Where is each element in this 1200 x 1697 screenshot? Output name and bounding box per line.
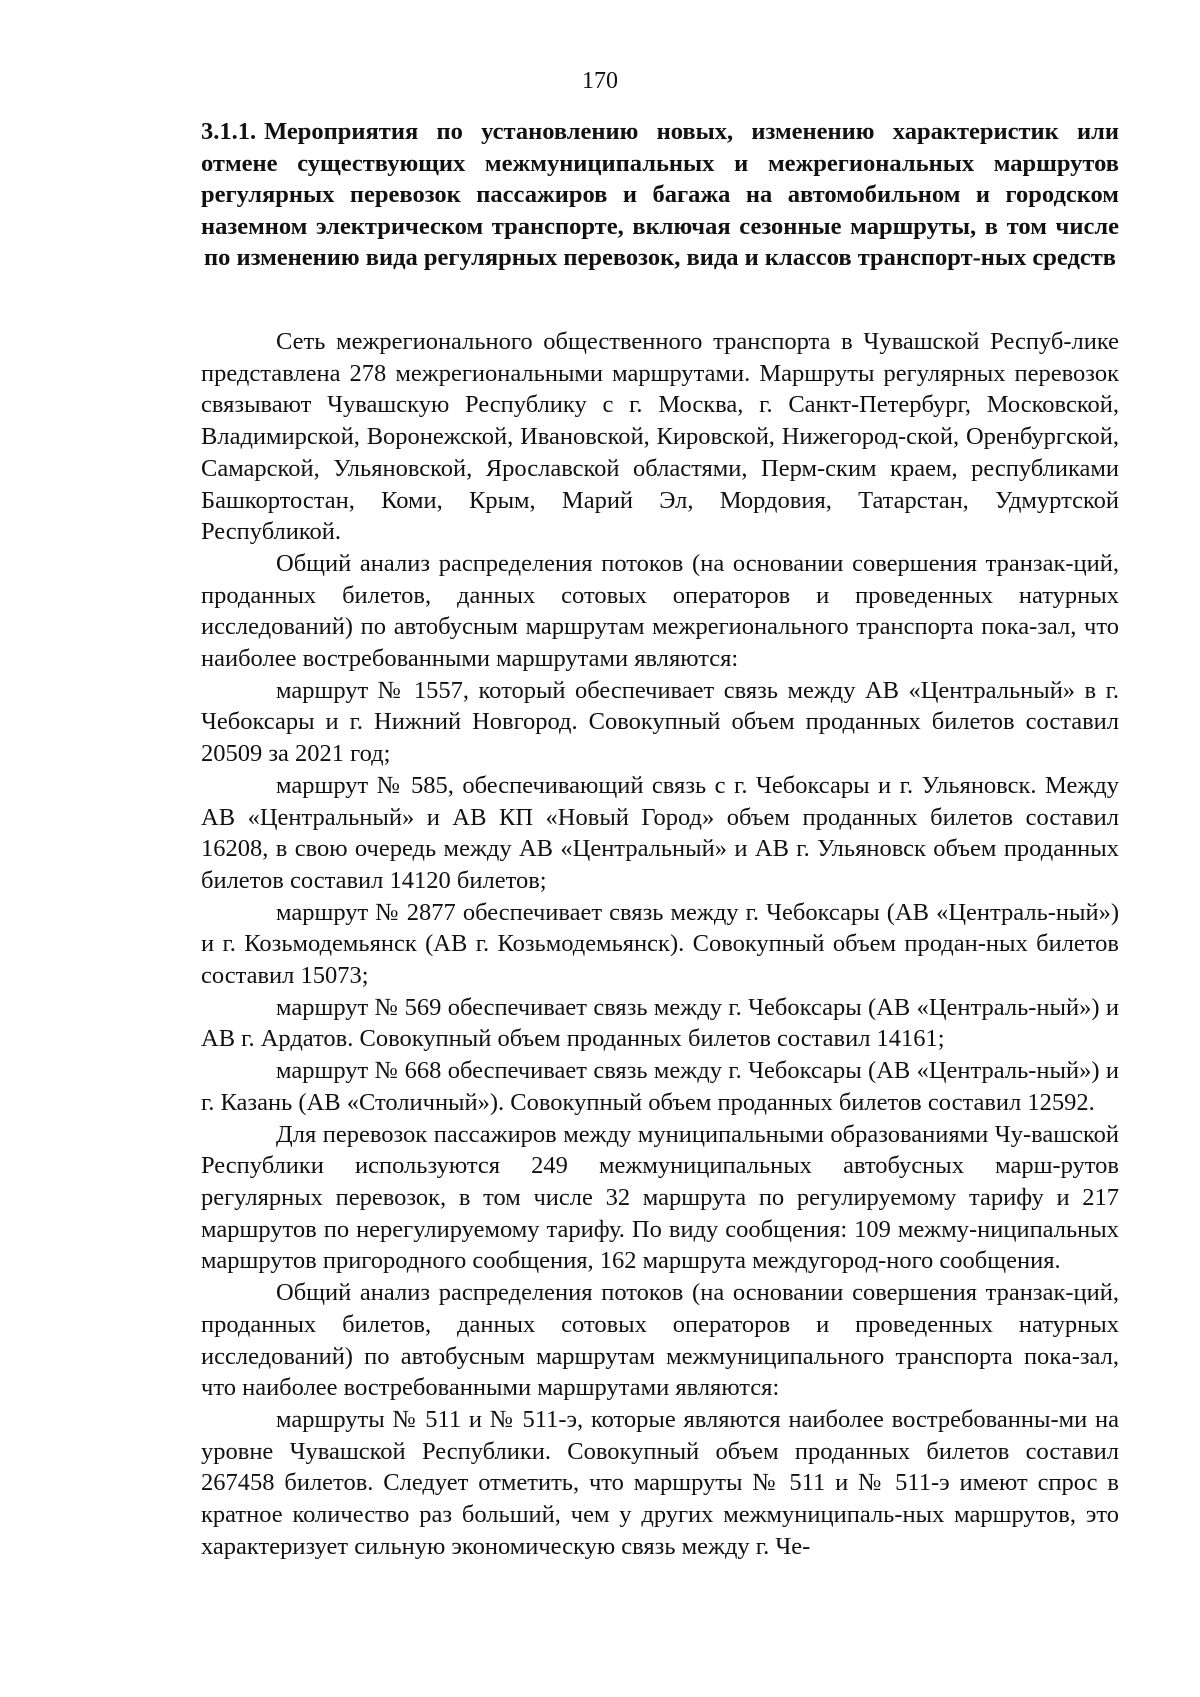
paragraph: маршруты № 511 и № 511-э, которые являются наиболее востребованны-ми на уровне Чувашской Республики. Совокупный объем проданных билетов составил 267458 билетов. Следует отметить, что маршруты № 511 и № 511-э имеют спрос в кратное количество раз больший, чем у других межмуниципаль-ных маршрутов, это характеризует сильную экономическую связь между г. Че-	[201, 1405, 1119, 1560]
paragraph: маршрут № 585, обеспечивающий связь с г. Чебоксары и г. Ульяновск. Между АВ «Центральный» и АВ КП «Новый Город» объем проданных билетов составил 16208, в свою очередь между АВ «Центральный» и АВ г. Ульяновск объем проданных билетов составил 14120 билетов;	[201, 771, 1119, 894]
paragraph: маршрут № 1557, который обеспечивает связь между АВ «Центральный» в г. Чебоксары и г. Нижний Новгород. Совокупный объем проданных билетов составил 20509 за 2021 год;	[201, 676, 1119, 768]
paragraph: маршрут № 668 обеспечивает связь между г. Чебоксары (АВ «Централь-ный») и г. Казань (АВ «Столичный»). Совокупный объем проданных билетов составил 12592.	[201, 1057, 1119, 1116]
paragraph: Общий анализ распределения потоков (на основании совершения транзак-ций, проданных билетов, данных сотовых операторов и проведенных натурных исследований) по автобусным маршрутам межмуниципального транспорта пока-зал, что наиболее востребованными маршрутами являются:	[201, 1279, 1119, 1402]
section-number: 3.1.1.	[201, 118, 257, 145]
section-heading	[201, 116, 1119, 274]
body-text	[201, 326, 1119, 1562]
paragraph: маршрут № 569 обеспечивает связь между г. Чебоксары (АВ «Централь-ный») и АВ г. Ардатов. Совокупный объем проданных билетов составил 14161;	[201, 993, 1119, 1053]
paragraph: Сеть межрегионального общественного транспорта в Чувашской Респуб-лике представлена 278 межрегиональными маршрутами. Маршруты регулярных перевозок связывают Чувашскую Республику с г. Москва, г. Санкт-Петербург, Московской, Владимирской, Воронежской, Ивановской, Кировской, Нижегород-ской, Оренбургской, Самарской, Ульяновской, Ярославской областями, Перм-ским краем, республиками Башкортостан, Коми, Крым, Марий Эл, Мордовия, Татарстан, Удмуртской Республикой.	[201, 328, 1119, 546]
paragraph: маршрут № 2877 обеспечивает связь между г. Чебоксары (АВ «Централь-ный») и г. Козьмодемьянск (АВ г. Козьмодемьянск). Совокупный объем продан-ных билетов составил 15073;	[201, 898, 1119, 990]
paragraph: Общий анализ распределения потоков (на основании совершения транзак-ций, проданных билетов, данных сотовых операторов и проведенных натурных исследований) по автобусным маршрутам межрегионального транспорта пока-зал, что наиболее востребованными маршрутами являются:	[201, 549, 1119, 673]
page-number: 170	[582, 68, 618, 94]
paragraph: Для перевозок пассажиров между муниципальными образованиями Чу-вашской Республики используются 249 межмуниципальных автобусных марш-рутов регулярных перевозок, в том числе 32 маршрута по регулируемому тарифу и 217 маршрутов по нерегулируемому тарифу. По виду сообщения: 109 межму-ниципальных маршрутов пригородного сообщения, 162 маршрута междугород-ного сообщения.	[201, 1120, 1119, 1275]
section-title: Мероприятия по установлению новых, изменению характеристик или отмене существующих межмуниципальных и межрегиональных маршрутов регулярных перевозок пассажиров и багажа на автомобильном и городском наземном электрическом транспорте, включая сезонные маршруты, в том числе по изменению вида регулярных перевозок, вида и классов транспорт-ных средств	[201, 118, 1119, 271]
